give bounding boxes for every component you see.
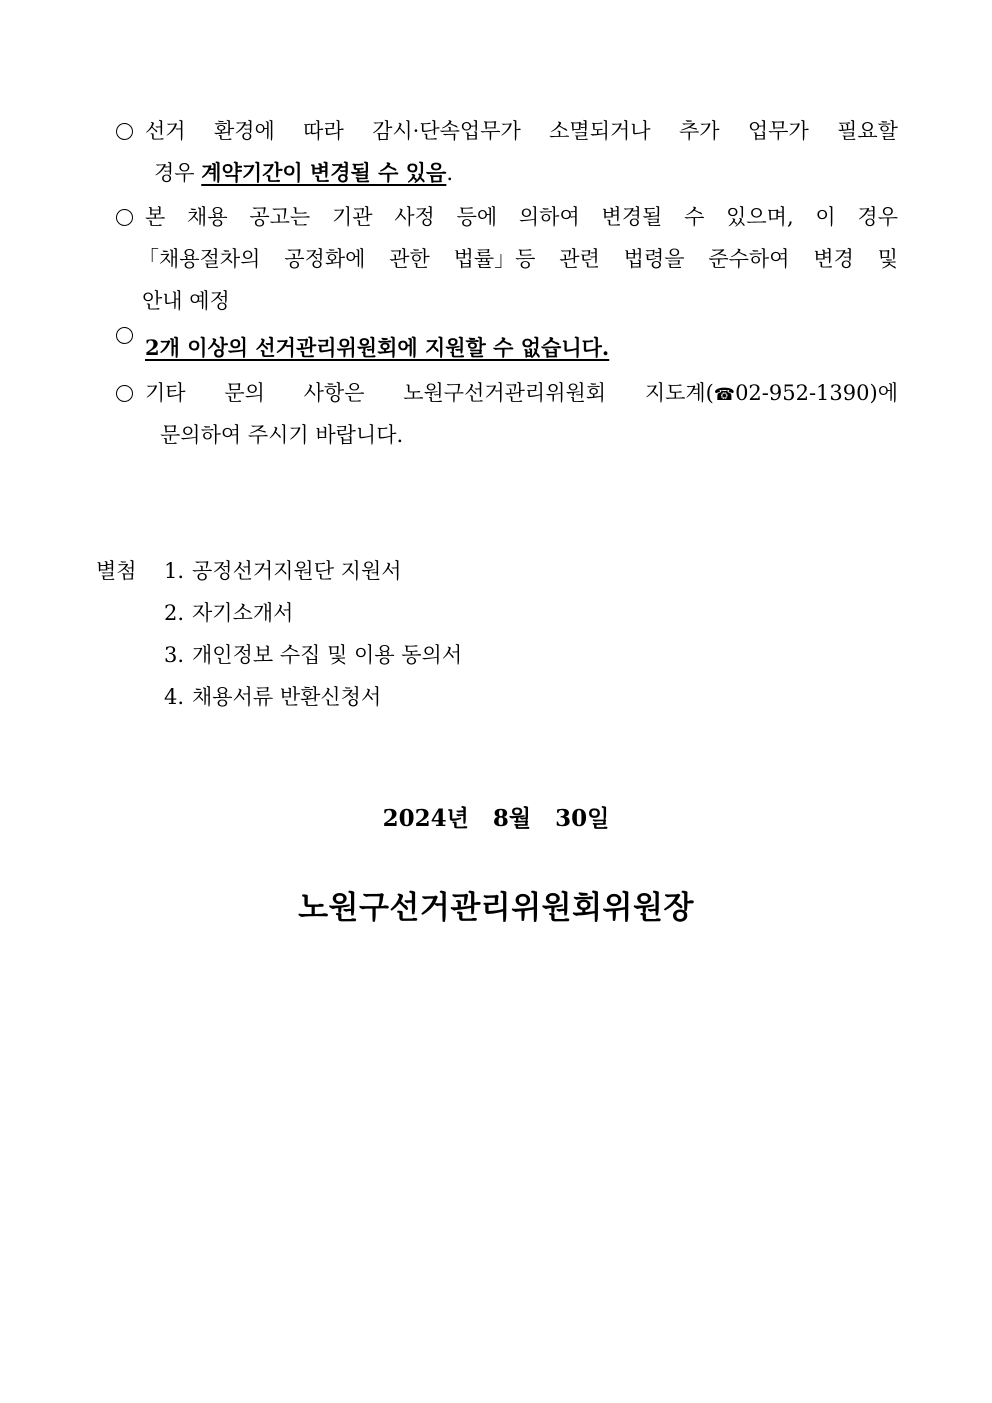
notice-2-line-2: [116, 238, 898, 280]
issuer-title: 노원구선거관리위원회위원장: [298, 890, 694, 926]
attachments-label: 별첨: [96, 559, 137, 583]
bullet-circle-icon: [116, 385, 133, 402]
notice-4-word-0: 기타: [116, 372, 186, 414]
attachment-title: 채용서류 반환신청서: [192, 685, 382, 709]
notice-2-word: 공고는: [249, 205, 311, 229]
bullet-circle-icon: [116, 209, 133, 226]
notice-4-line-2-text: 문의하여 주시기 바랍니다.: [160, 423, 404, 447]
attachment-item: [96, 592, 462, 634]
bullet-circle-icon: [116, 123, 133, 140]
notice-1-word: 업무가: [747, 119, 809, 143]
attachment-number: 1.: [164, 559, 185, 583]
notice-1-word: 환경에: [213, 119, 275, 143]
notice-2-line-1: [116, 196, 898, 238]
notice-1-line-2-pre: 경우: [154, 161, 202, 185]
attachment-number: 2.: [164, 601, 185, 625]
notice-2-word: 공정화에: [284, 247, 366, 271]
notice-2-word: 관련: [559, 247, 600, 271]
notice-4: [116, 372, 898, 456]
notice-4-line-2: [116, 414, 898, 456]
document-date: 2024년 8월 30일: [382, 805, 610, 832]
notice-2-word: 채용: [187, 205, 228, 229]
notice-2-word: 및: [877, 247, 898, 271]
attachment-number: 3.: [164, 643, 185, 667]
notice-1-word: 감시·단속업무가: [372, 119, 521, 143]
notice-2-word: 「채용절차의: [138, 247, 261, 271]
notice-2-word: 의하여: [518, 205, 580, 229]
contract-change-emphasis: 계약기간이 변경될 수 있음: [201, 160, 447, 185]
notice-1-line-2-post: .: [446, 161, 454, 185]
notice-1: [116, 110, 898, 194]
notice-2: [116, 196, 898, 322]
contact-info: 지도계(☎02-952-1390)에: [644, 381, 898, 405]
notice-1-line-2: [116, 152, 898, 194]
attachment-item: [96, 634, 462, 676]
notice-2-word: 이: [815, 205, 836, 229]
notice-2-line-3-text: 안내 예정: [142, 289, 230, 313]
notice-3-line-1: [116, 327, 898, 369]
phone-number: 02-952-1390)에: [735, 381, 898, 405]
bullet-circle-icon: [116, 327, 133, 344]
notice-2-line-3: [116, 280, 898, 322]
notice-1-word: 따라: [303, 119, 344, 143]
notice-1-word: 소멸되거나: [549, 119, 651, 143]
notice-2-word-0: 본: [116, 196, 165, 238]
notice-1-word: 필요할: [837, 119, 898, 143]
notice-4-line-1: [116, 372, 898, 414]
attachment-item: [96, 550, 462, 592]
notice-4-word: 사항은: [303, 381, 365, 405]
notice-2-word: 사정: [394, 205, 435, 229]
notice-2-word: 등에: [456, 205, 498, 229]
notice-2-word: 법률」등: [453, 247, 536, 271]
attachment-title: 공정선거지원단 지원서: [192, 559, 402, 583]
notice-2-word: 경우: [857, 205, 898, 229]
notice-2-word: 관한: [389, 247, 430, 271]
no-multiple-applications-notice: 2개 이상의 선거관리위원회에 지원할 수 없습니다.: [145, 335, 610, 360]
notice-2-word: 변경될: [601, 205, 663, 229]
attachments-list: [96, 550, 462, 718]
attachment-title: 자기소개서: [192, 601, 294, 625]
notice-4-word: 문의: [224, 381, 265, 405]
notice-2-word: 변경: [813, 247, 854, 271]
attachment-item: [96, 676, 462, 718]
notice-2-word: 준수하여: [708, 247, 790, 271]
notice-2-word: 있으며,: [726, 205, 794, 229]
notice-2-word: 수: [684, 205, 705, 229]
notice-1-word-0: 선거: [116, 110, 186, 152]
notice-1-word: 추가: [678, 119, 720, 143]
attachment-title: 개인정보 수집 및 이용 동의서: [192, 643, 463, 667]
notice-2-word: 기관: [331, 205, 373, 229]
notice-4-word: 노원구선거관리위원회: [403, 381, 607, 405]
notice-1-line-1: [116, 110, 898, 152]
notice-3: [116, 327, 898, 369]
notice-2-word: 법령을: [623, 247, 685, 271]
telephone-icon: ☎: [713, 385, 736, 405]
attachment-number: 4.: [164, 685, 185, 709]
